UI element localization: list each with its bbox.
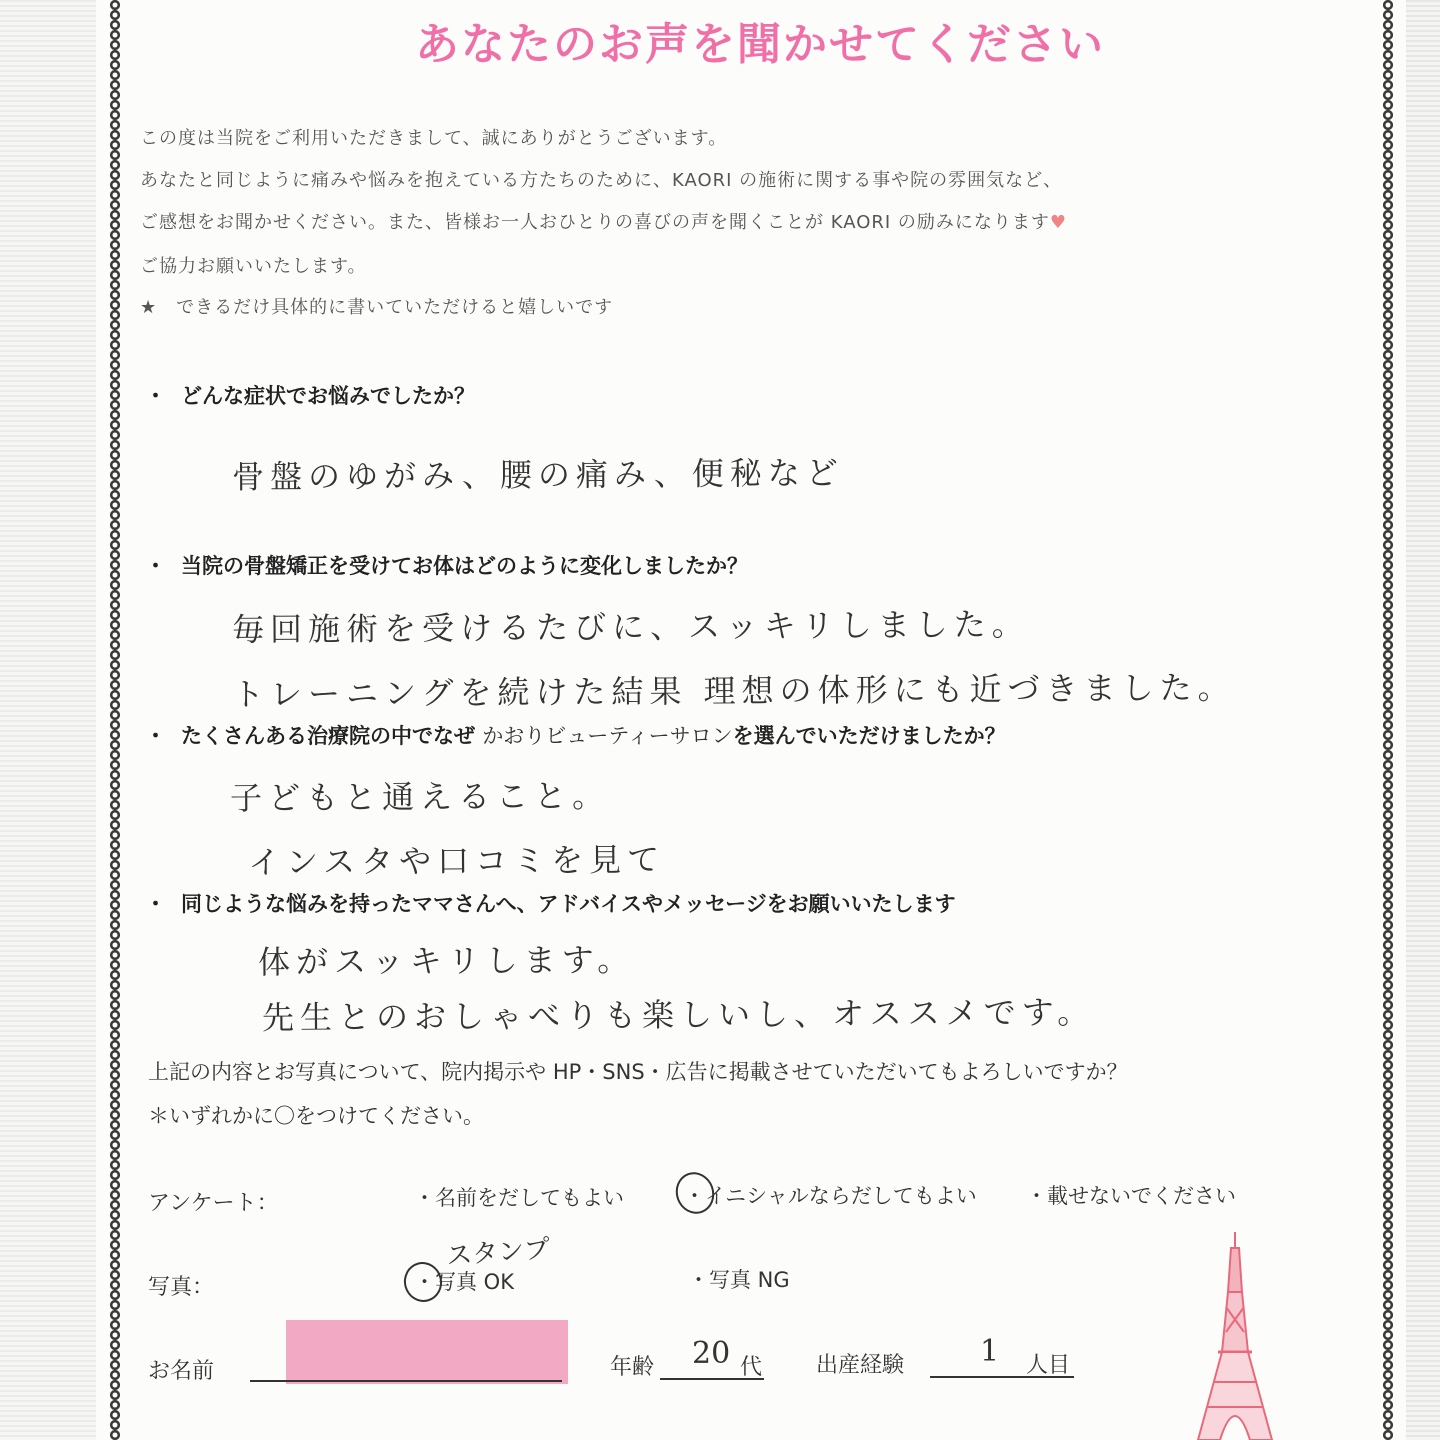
photo-option-ng[interactable]: ・写真 NG <box>688 1268 790 1292</box>
age-value: 20 <box>692 1336 731 1371</box>
survey-option-initials[interactable]: ・イニシャルならだしてもよい <box>684 1184 977 1208</box>
name-label: お名前 <box>148 1359 215 1384</box>
decorative-border-left <box>108 0 122 1440</box>
birth-underline <box>930 1376 1074 1378</box>
question-1: ・ どんな症状でお悩みでしたか？ <box>145 384 475 408</box>
answer-4-line-1: 体がスッキリします。 <box>257 940 636 982</box>
answer-1-line-1: 骨盤のゆがみ、腰の痛み、便秘など <box>231 453 844 497</box>
photo-label: 写真： <box>148 1275 215 1300</box>
answer-2-line-2: トレーニングを続けた結果 理想の体形にも近づきました。 <box>231 668 1236 714</box>
clinic-name: かおりビューティーサロン <box>482 724 733 748</box>
decorative-border-right <box>1381 0 1395 1440</box>
answer-2-line-1: 毎回施術を受けるたびに、スッキリしました。 <box>231 605 1030 649</box>
page-title: あなたのお声を聞かせてください <box>415 19 1105 70</box>
survey-label: アンケート： <box>148 1191 279 1216</box>
question-2: ・ 当院の骨盤矯正を受けてお体はどのように変化しましたか？ <box>145 554 748 578</box>
consent-question: 上記の内容とお写真について、院内掲示や HP・SNS・広告に掲載させていただいてもよろしいですか？ <box>148 1060 1128 1084</box>
intro-line-2: あなたと同じように痛みや悩みを抱えている方たちのために、KAORI の施術に関する事や院の雰囲気など、 <box>140 170 1063 191</box>
question-4: ・ 同じような悩みを持ったママさんへ、アドバイスやメッセージをお願いいたします <box>145 892 956 916</box>
birth-label: 出産経験 <box>816 1353 905 1378</box>
consent-note: ＊いずれかに〇をつけてください。 <box>148 1104 484 1128</box>
birth-unit: 人目 <box>1026 1353 1071 1378</box>
question-3: ・ たくさんある治療院の中でなぜ かおりビューティーサロンを選んでいただけましたか？ <box>145 724 1006 748</box>
intro-line-1: この度は当院をご利用いただきまして、誠にありがとうございます。 <box>140 128 728 149</box>
towel-background-left <box>0 0 100 1440</box>
photo-handwritten-note: スタンプ <box>445 1234 552 1272</box>
age-underline <box>660 1378 764 1380</box>
eiffel-tower-icon <box>1190 1232 1280 1440</box>
survey-option-name[interactable]: ・名前をだしてもよい <box>414 1186 624 1210</box>
answer-4-line-2: 先生とのおしゃべりも楽しいし、オススメです。 <box>261 993 1096 1037</box>
name-underline <box>250 1380 562 1382</box>
survey-option-no-publish[interactable]: ・載せないでください <box>1026 1184 1236 1208</box>
age-unit: 代 <box>740 1355 763 1380</box>
birth-value: 1 <box>980 1334 1000 1369</box>
intro-line-3: ご感想をお聞かせください。また、皆様お一人おひとりの喜びの声を聞くことが KAORI の励みになります♥ <box>140 212 1068 233</box>
photo-option-ok[interactable]: ・写真 OK <box>414 1270 514 1294</box>
intro-line-4: ご協力お願いいたします。 <box>140 256 367 277</box>
answer-3-line-2: インスタや口コミを見て <box>247 840 666 882</box>
intro-note: ★ できるだけ具体的に書いていただけると嬉しいです <box>140 297 614 318</box>
answer-3-line-1: 子どもと通えること。 <box>229 776 611 818</box>
name-redaction <box>286 1320 568 1384</box>
heart-icon: ♥ <box>1049 212 1068 233</box>
age-label: 年齢 <box>610 1355 655 1380</box>
